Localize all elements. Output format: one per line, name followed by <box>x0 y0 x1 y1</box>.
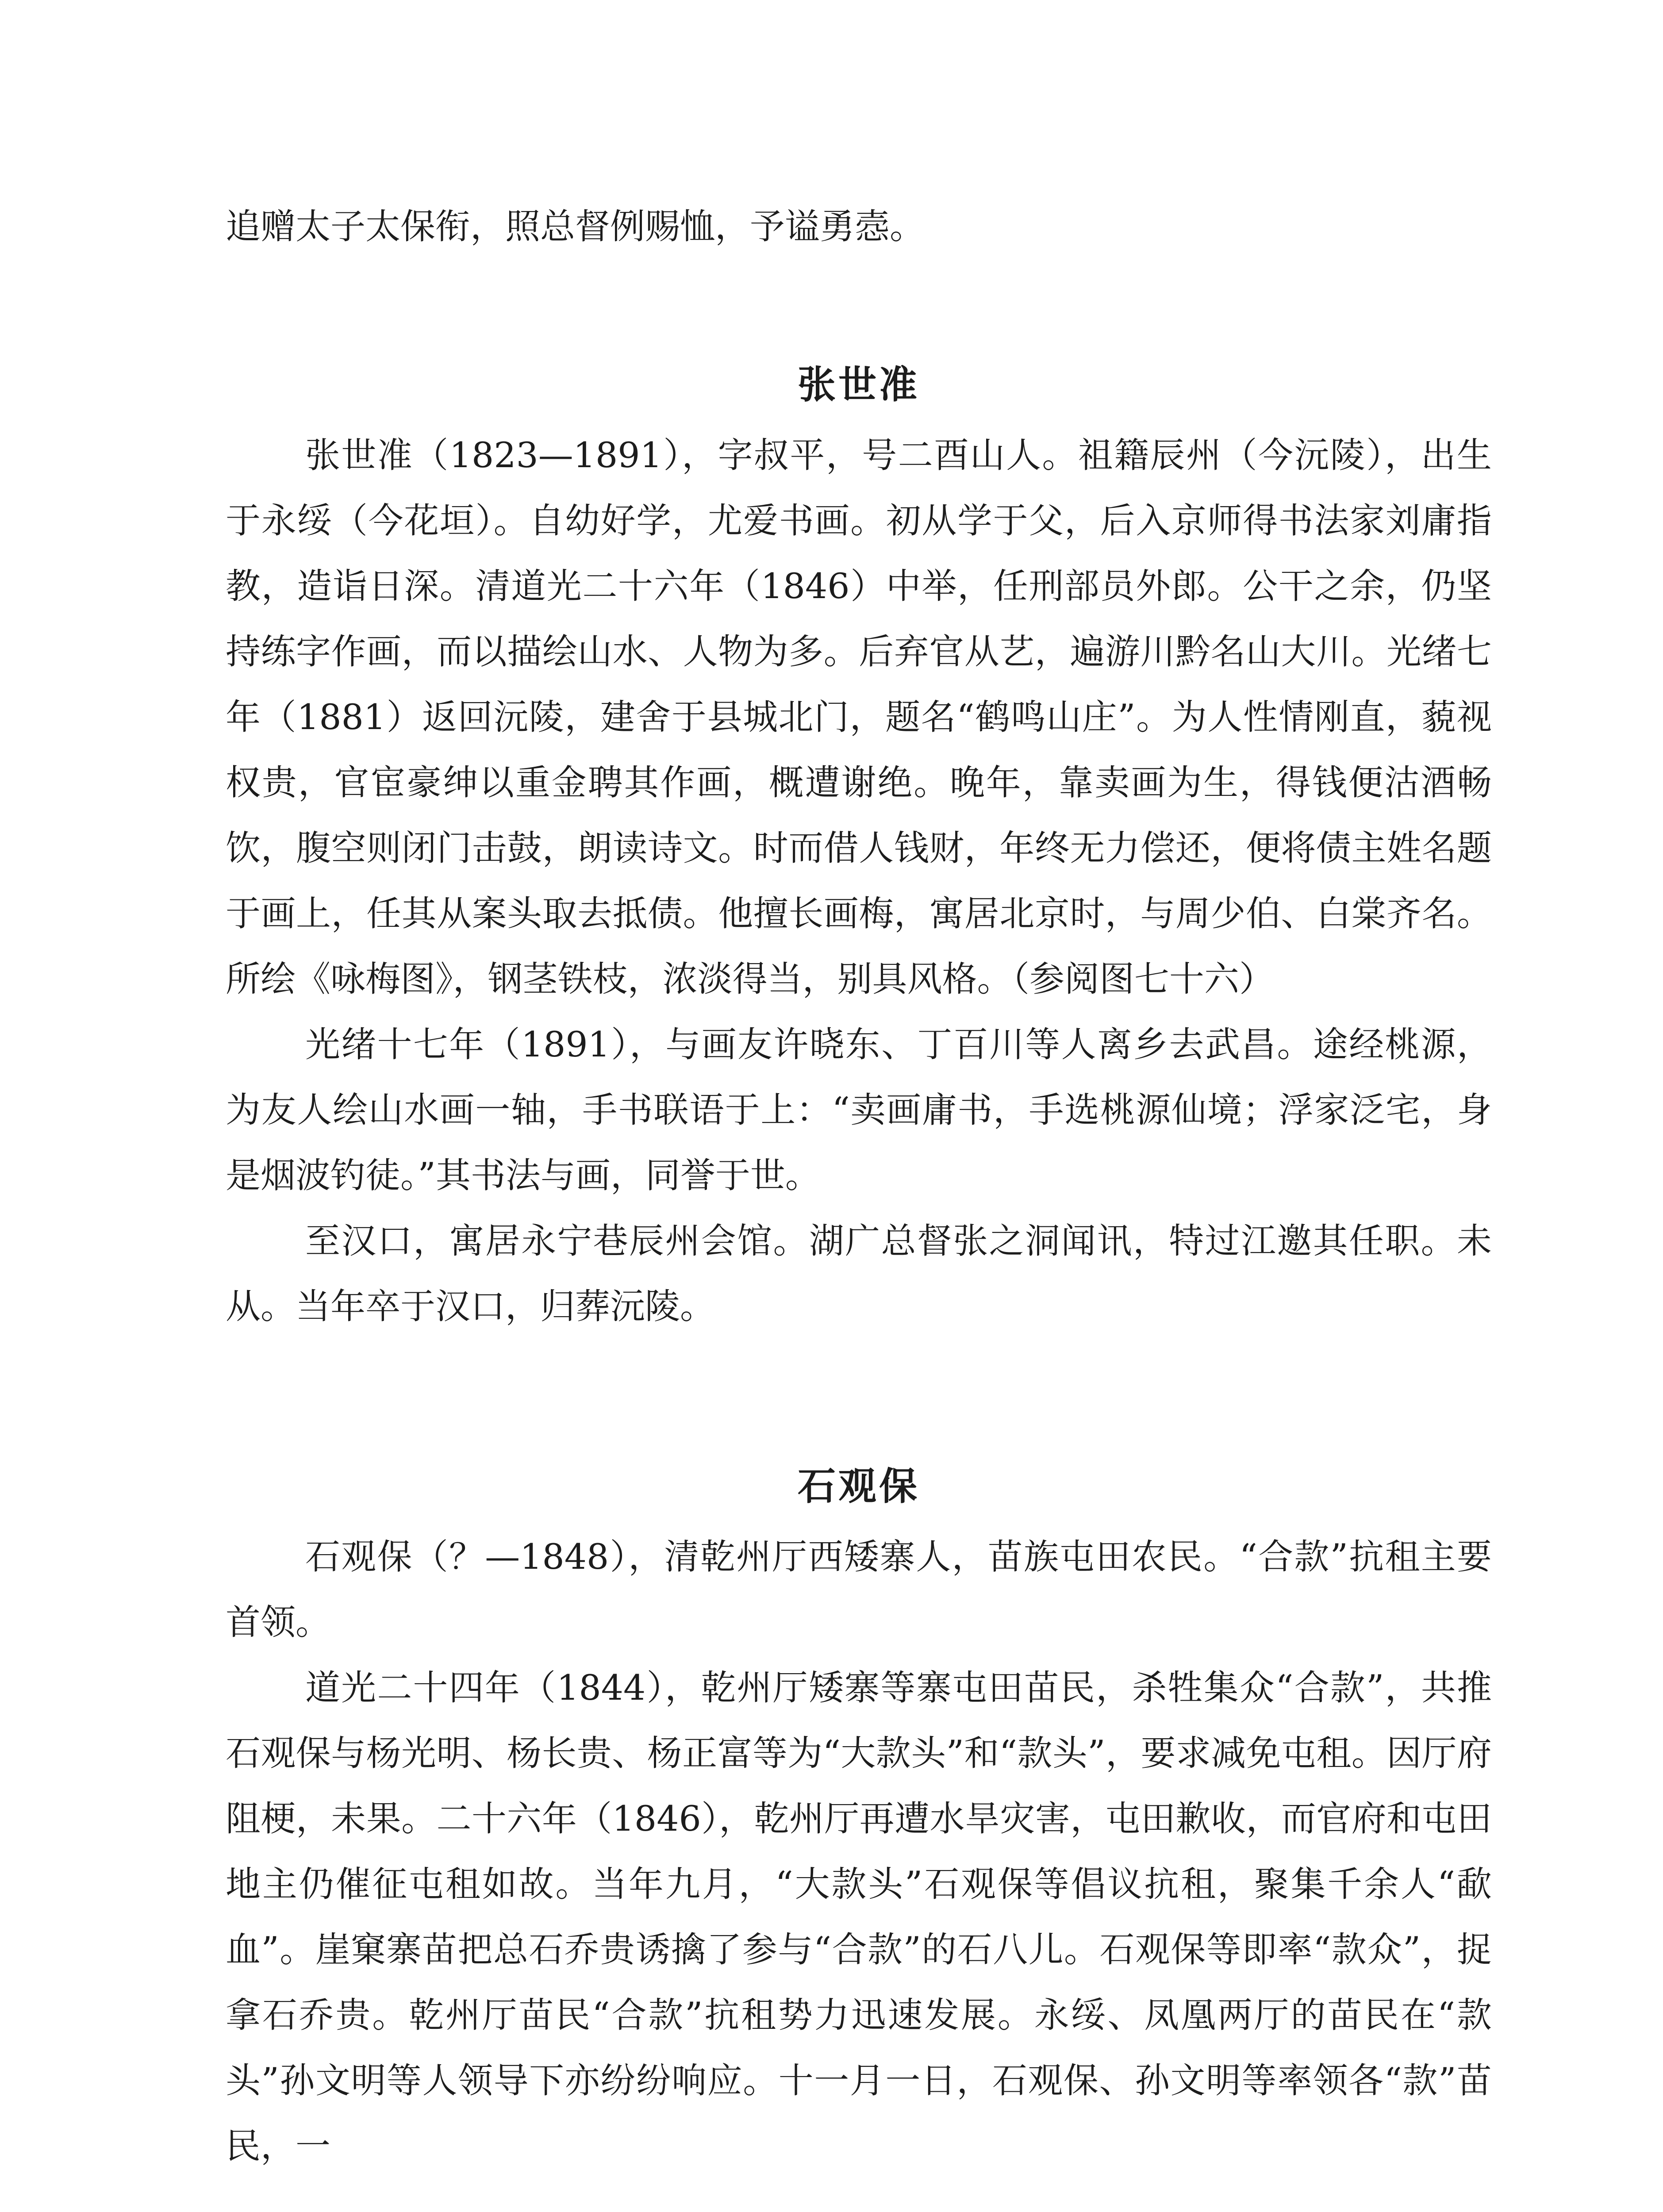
paragraph: 至汉口，寓居永宁巷辰州会馆。湖广总督张之洞闻讯，特过江邀其任职。未从。当年卒于汉口，归葬沅陵。 <box>226 1221 1492 1327</box>
paragraph: 张世准（1823—1891），字叔平，号二酉山人。祖籍辰州（今沅陵），出生于永绥（今花垣）。自幼好学，尤爱书画。初从学于父，后入京师得书法家刘庸指教，造诣日深。清道光二十六年（1846）中举，任刑部员外郎。公干之余，仍坚持练字作画，而以描绘山水、人物为多。后弃官从艺，遍游川黔名山大川。光绪七年（1881）返回沅陵，建舍于县城北门，题名“鹤鸣山庄”。为人性情刚直，藐视权贵，官宦豪绅以重金聘其作画，概遭谢绝。晚年，靠卖画为生，得钱便沽酒畅饮，腹空则闭门击鼓，朗读诗文。时而借人钱财，年终无力偿还，便将债主姓名题于画上，任其从案头取去抵债。他擅长画梅，寓居北京时，与周少伯、白棠齐名。所绘《咏梅图》，钢茎铁枝，浓淡得当，别具风格。（参阅图七十六） <box>226 435 1492 999</box>
section-body-zhang-shizhun <box>226 422 1492 1339</box>
paragraph: 道光二十四年（1844），乾州厅矮寨等寨屯田苗民，杀牲集众“合款”，共推石观保与杨光明、杨长贵、杨正富等为“大款头”和“款头”，要求减免屯租。因厅府阻梗，未果。二十六年（1846），乾州厅再遭水旱灾害，屯田歉收，而官府和屯田地主仍催征屯租如故。当年九月，“大款头”石观保等倡议抗租，聚集千余人“歃血”。崖窠寨苗把总石乔贵诱擒了参与“合款”的石八儿。石观保等即率“款众”，捉拿石乔贵。乾州厅苗民“合款”抗租势力迅速发展。永绥、凤凰两厅的苗民在“款头”孙文明等人领导下亦纷纷响应。十一月一日，石观保、孙文明等率领各“款”苗民，一 <box>226 1667 1492 2166</box>
section-body-shi-guanbao <box>226 1524 1492 2179</box>
section-heading-shi-guanbao: 石观保 <box>798 1464 920 1509</box>
intro-block <box>226 194 1492 259</box>
intro-paragraph: 追赠太子太保衔，照总督例赐恤，予谥勇悫。 <box>226 206 925 247</box>
paragraph: 石观保（？—1848），清乾州厅西矮寨人，苗族屯田农民。“合款”抗租主要首领。 <box>226 1536 1492 1643</box>
paragraph: 光绪十七年（1891），与画友许晓东、丁百川等人离乡去武昌。途经桃源，为友人绘山水画一轴，手书联语于上：“卖画庸书，手选桃源仙境；浮家泛宅，身是烟波钓徒。”其书法与画，同誉于世。 <box>226 1024 1492 1196</box>
section-heading-zhang-shizhun: 张世准 <box>798 362 920 407</box>
